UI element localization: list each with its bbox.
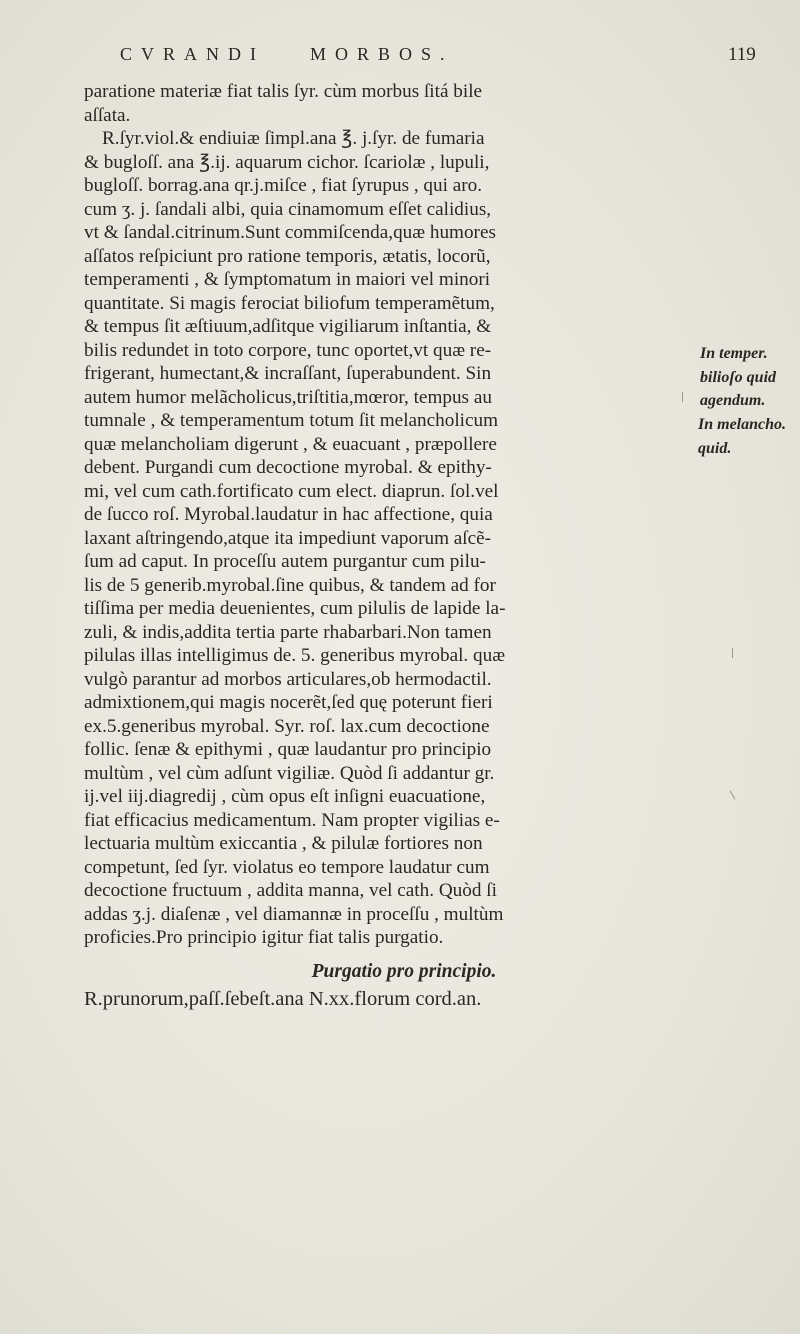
text-line: bugloſſ. borrag.ana qr.j.miſce , fiat ſyrupus , qui aro.: [84, 175, 483, 196]
page-number: 119: [728, 44, 756, 65]
margin-line: quid.: [698, 439, 732, 457]
text-line: admixtionem,qui magis nocerẽt,ſed quę poterunt fieri: [84, 692, 493, 713]
margin-line: bilioſo quid: [700, 368, 777, 386]
text-line: ex.5.generibus myrobal. Syr. roſ. lax.cum decoctione: [84, 715, 490, 737]
text-line: ſum ad caput. In proceſſu autem purgantur cum pilu-: [84, 551, 486, 572]
margin-tick-mark: [682, 392, 683, 402]
text-line: paratione materiæ fiat talis ſyr. cùm morbus ſitá bile: [84, 81, 483, 102]
text-line: ij.vel iij.diagredij , cùm opus eſt inſigni euacuatione,: [84, 786, 486, 807]
text-line: competunt, ſed ſyr. violatus eo tempore laudatur cum: [84, 856, 490, 878]
text-line: follic. ſenæ & epithymi , quæ laudantur pro principio: [84, 739, 492, 760]
text-line: & tempus ſit æſtiuum,adſitque vigiliarum inſtantia, &: [84, 316, 492, 337]
text-line: pilulas illas intelligimus de. 5. generibus myrobal. quæ: [84, 645, 506, 666]
marginal-note-melancholy: [698, 413, 798, 460]
text-line: mi, vel cum cath.fortificato cum elect. diaprun. ſol.vel: [84, 480, 499, 502]
text-line: autem humor melãcholicus,triſtitia,mœror, tempus au: [84, 386, 492, 408]
text-line: tiſſima per media deuenientes, cum pilulis de lapide la-: [84, 598, 506, 619]
text-line: proficies.Pro principio igitur fiat talis purgatio.: [84, 927, 444, 948]
text-line: vt & ſandal.citrinum.Sunt commiſcenda,quæ humores: [84, 222, 496, 243]
margin-line: agendum.: [700, 392, 766, 409]
text-line: debent. Purgandi cum decoctione myrobal. & epithy-: [84, 457, 492, 478]
margin-line: In melancho.: [698, 416, 787, 433]
text-line: addas ʒ.j. diaſenæ , vel diamannæ in proceſſu , multùm: [84, 903, 504, 925]
text-line: aſſata.: [84, 104, 131, 126]
marginal-note-temperament: [700, 342, 800, 413]
text-line: lectuaria multùm exiccantia , & pilulæ fortiores non: [84, 833, 483, 854]
margin-tick-mark: [732, 648, 733, 658]
text-line: decoctione fructuum , addita manna, vel cath. Quòd ſi: [84, 880, 497, 901]
running-title-word-1: CVRANDI: [120, 44, 266, 64]
text-line: lis de 5 generib.myrobal.ſine quibus, & tandem ad for: [84, 574, 496, 596]
margin-tick-mark: [730, 790, 736, 799]
margin-line: In temper.: [700, 345, 768, 362]
section-caption: Purgatio pro principio.: [311, 960, 497, 982]
text-line: multùm , vel cùm adſunt vigiliæ. Quòd ſi addantur gr.: [84, 762, 495, 784]
text-line: R.ſyr.viol.& endiuiæ ſimpl.ana ℥. j.ſyr. de fumaria: [102, 128, 485, 149]
text-line: frigerant, humectant,& incraſſant, ſuperabundent. Sin: [84, 363, 492, 384]
text-line: vulgò parantur ad morbos articulares,ob hermodactil.: [84, 668, 492, 690]
running-head: [120, 44, 660, 74]
text-line: zuli, & indis,addita tertia parte rhabarbari.Non tamen: [84, 621, 492, 643]
text-line: quantitate. Si magis ferociat biliofum temperamẽtum,: [84, 292, 495, 314]
text-line: temperamenti , & ſymptomatum in maiori vel minori: [84, 269, 491, 290]
text-line: fiat efficacius medicamentum. Nam propter vigilias e-: [84, 809, 500, 831]
text-line: quæ melancholiam digerunt , & euacuant , præpollere: [84, 433, 497, 455]
text-line: bilis redundet in toto corpore, tunc oportet,vt quæ re-: [84, 339, 492, 361]
text-line: aſſatos reſpiciunt pro ratione temporis, ætatis, locorũ,: [84, 245, 491, 267]
text-line: tumnale , & temperamentum totum ſit melancholicum: [84, 410, 499, 431]
text-line: de ſucco roſ. Myrobal.laudatur in hac affectione, quia: [84, 504, 493, 525]
text-line: laxant aſtringendo,atque ita impediunt vaporum aſcẽ-: [84, 527, 492, 549]
text-line: & bugloſſ. ana ℥.ij. aquarum cichor. ſcariolæ , lupuli,: [84, 151, 490, 173]
recipe-line: R.prunorum,paſſ.ſebeſt.ana N.xx.florum cord.an.: [84, 987, 482, 1010]
main-text-block: [84, 80, 724, 1016]
running-title-word-2: MORBOS.: [310, 44, 454, 64]
text-line: cum ʒ. j. ſandali albi, quia cinamomum eſſet calidius,: [84, 198, 492, 220]
